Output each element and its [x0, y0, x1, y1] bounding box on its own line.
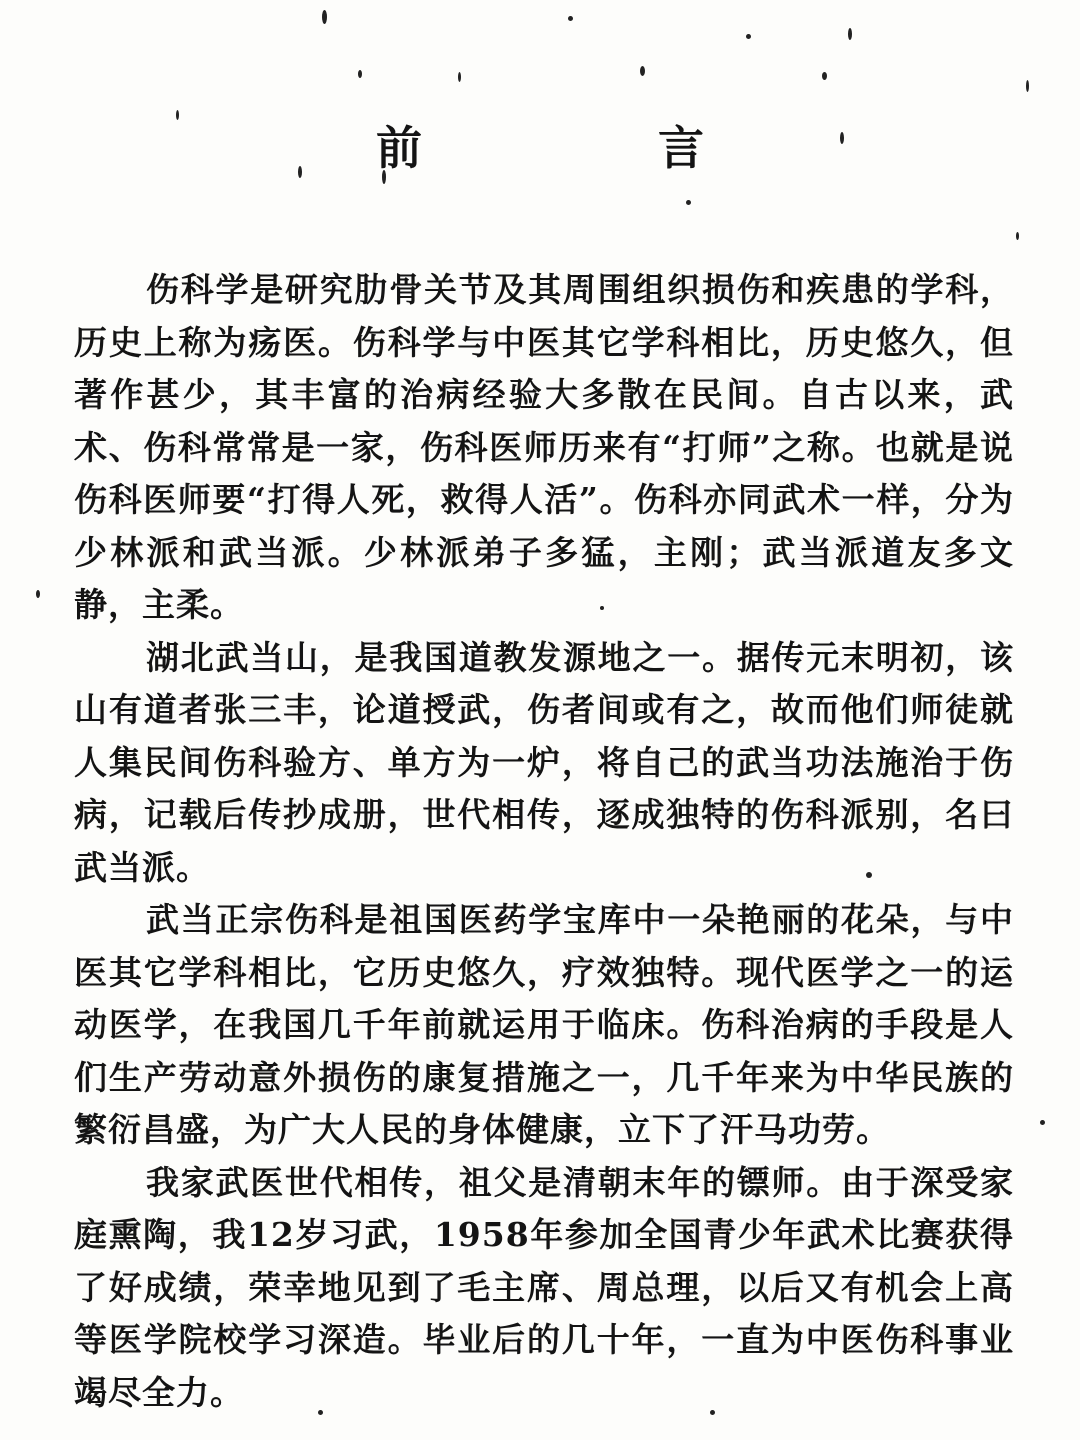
scan-speck [1040, 1120, 1045, 1125]
scan-speck [568, 16, 573, 21]
scan-speck [36, 590, 40, 598]
page-title: 前 言 [375, 121, 814, 175]
scan-speck [686, 200, 691, 205]
scan-speck [1026, 80, 1029, 92]
paragraph-3: 武当正宗伤科是祖国医药学宝库中一朵艳丽的花朵，与中医其它学科相比，它历史悠久，疗效独特。现代医学之一的运动医学，在我国几千年前就运用于临床。伤科治病的手段是人们生产劳动意外损伤的康复措施之一，几千年来为中华民族的繁衍昌盛，为广大人民的身体健康，立下了汗马功劳。 [74, 900, 1014, 1149]
scan-speck [358, 70, 362, 78]
scan-speck [458, 72, 461, 82]
paragraph-1: 伤科学是研究肋骨关节及其周围组织损伤和疾患的学科，历史上称为疡医。伤科学与中医其它学科相比，历史悠久，但著作甚少，其丰富的治病经验大多散在民间。自古以来，武术、伤科常常是一家，伤科医师历来有“打师”之称。也就是说伤科医师要“打得人死，救得人活”。伤科亦同武术一样，分为少林派和武当派。少林派弟子多猛，主刚；武当派道友多文静，主柔。 [74, 270, 1014, 624]
scan-speck [1016, 232, 1019, 240]
scan-speck [322, 10, 327, 24]
scan-speck [746, 34, 751, 39]
body-text [74, 264, 1014, 1419]
paragraph-4: 我家武医世代相传，祖父是清朝末年的镖师。由于深受家庭熏陶，我12岁习武，1958年参加全国青少年武术比赛获得了好成绩，荣幸地见到了毛主席、周总理，以后又有机会上高等医学院校学习深造。毕业后的几十年，一直为中医伤科事业竭尽全力。 [74, 1162, 1014, 1412]
paragraph-2: 湖北武当山，是我国道教发源地之一。据传元末明初，该山有道者张三丰，论道授武，伤者间或有之，故而他们师徒就人集民间伤科验方、单方为一炉，将自己的武当功法施治于伤病，记载后传抄成册，世代相传，逐成独特的伤科派别，名曰武当派。 [74, 637, 1014, 887]
scan-speck [848, 28, 852, 40]
scan-speck [640, 66, 645, 76]
scan-speck [822, 72, 827, 80]
